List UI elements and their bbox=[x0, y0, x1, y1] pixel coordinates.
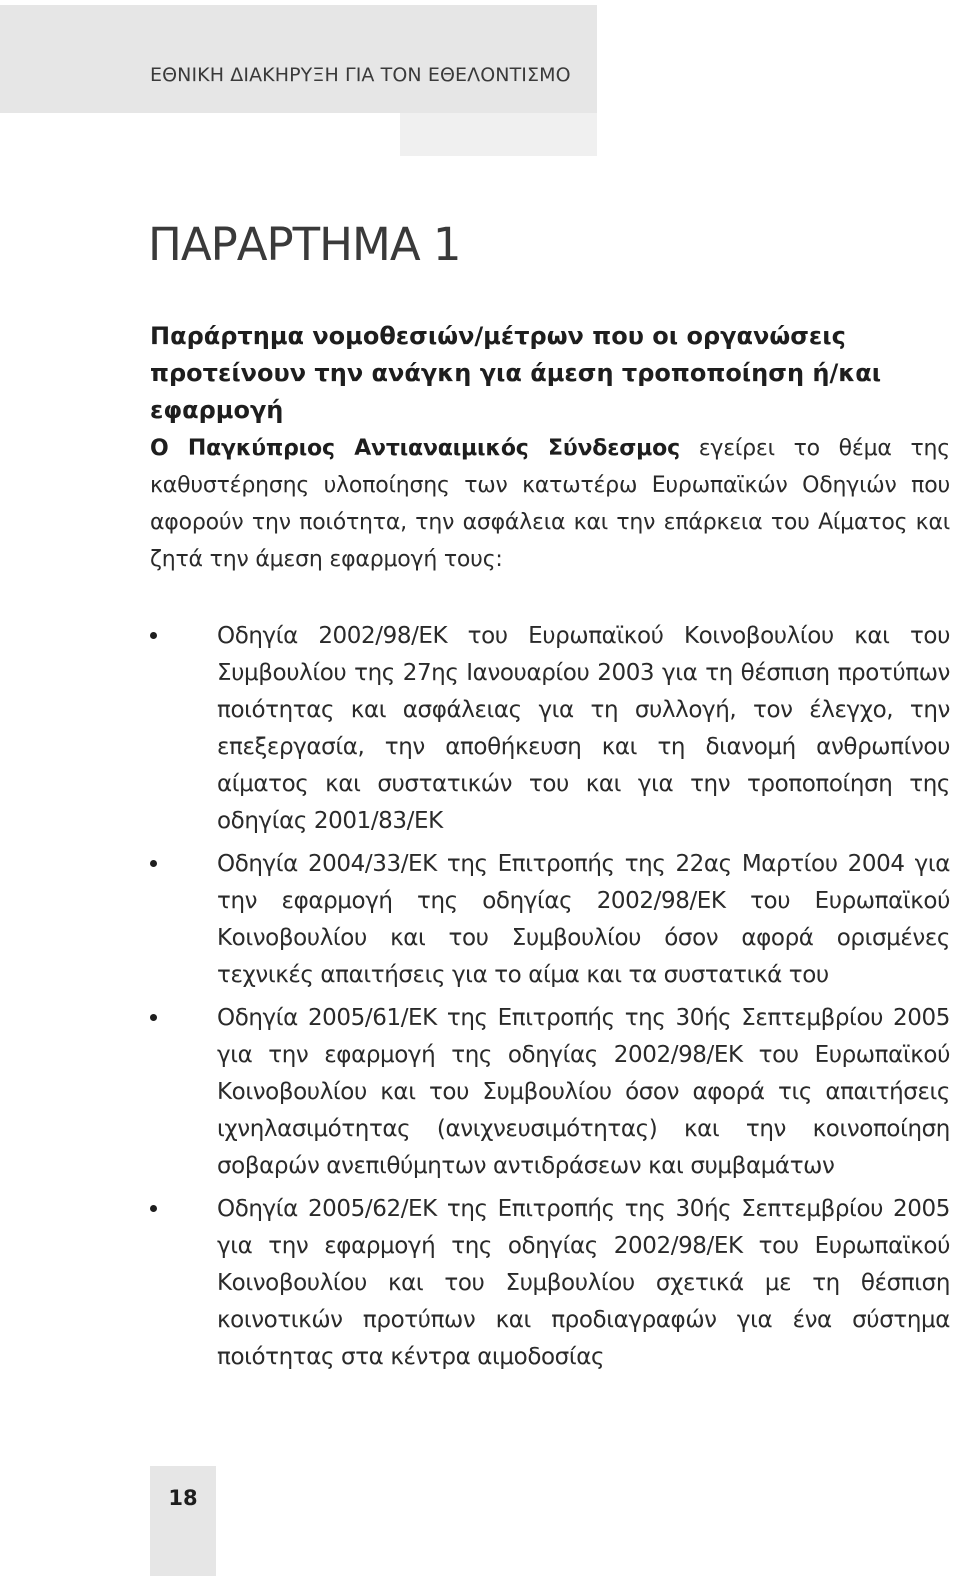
bullet-icon bbox=[150, 860, 157, 867]
list-item bbox=[150, 618, 950, 840]
bullet-icon bbox=[150, 1205, 157, 1212]
page-number-tab bbox=[150, 1466, 216, 1576]
directives-list bbox=[150, 618, 950, 1382]
header-band bbox=[0, 5, 597, 113]
directive-text: Οδηγία 2004/33/ΕΚ της Επιτροπής της 22ας Μαρτίου 2004 για την εφαρμογή της οδηγίας 2002/98/ΕΚ του Ευρωπαϊκού Κοινοβουλίου και του Συμβουλίου όσον αφορά ορισμένες τεχνικές απαιτήσεις για το αίμα και τα συστατικά του bbox=[217, 851, 950, 988]
intro-paragraph bbox=[150, 430, 950, 578]
section-subtitle: Παράρτημα νομοθεσιών/μέτρων που οι οργανώσεις προτείνουν την ανάγκη για άμεση τροποποίηση ή/και εφαρμογή bbox=[150, 322, 882, 424]
directive-text: Οδηγία 2005/62/ΕΚ της Επιτροπής της 30ής Σεπτεμβρίου 2005 για την εφαρμογή της οδηγίας 2002/98/ΕΚ του Ευρωπαϊκού Κοινοβουλίου και του Συμβουλίου σχετικά με τη θέσπιση κοινοτικών προτύπων και προδιαγραφών για ένα σύστημα ποιότητας στα κέντρα αιμοδοσίας bbox=[217, 1196, 950, 1370]
running-header: ΕΘΝΙΚΗ ΔΙΑΚΗΡΥΞΗ ΓΙΑ ΤΟΝ ΕΘΕΛΟΝΤΙΣΜΟ bbox=[150, 64, 571, 86]
bullet-icon bbox=[150, 632, 157, 639]
list-item bbox=[150, 1000, 950, 1185]
page-number: 18 bbox=[168, 1486, 198, 1510]
list-item bbox=[150, 1191, 950, 1376]
directive-text: Οδηγία 2005/61/ΕΚ της Επιτροπής της 30ής Σεπτεμβρίου 2005 για την εφαρμογή της οδηγίας 2002/98/ΕΚ του Ευρωπαϊκού Κοινοβουλίου και του Συμβουλίου όσον αφορά τις απαιτήσεις ιχνηλασιμότητας (ανιχνευσιμότητας) και την κοινοποίηση σοβαρών ανεπιθύμητων αντιδράσεων και συμβαμάτων bbox=[217, 1005, 950, 1179]
header-fold-decoration bbox=[400, 113, 597, 156]
list-item bbox=[150, 846, 950, 994]
page-title: ΠΑΡΑΡΤΗΜΑ 1 bbox=[148, 218, 461, 271]
directive-text: Οδηγία 2002/98/ΕΚ του Ευρωπαϊκού Κοινοβουλίου και του Συμβουλίου της 27ης Ιανουαρίου 2003 για τη θέσπιση προτύπων ποιότητας και ασφάλειας για τη συλλογή, τον έλεγχο, την επεξεργασία, την αποθήκευση και τη διανομή ανθρωπίνου αίματος και συστατικών του και για την τροποποίηση της οδηγίας 2001/83/ΕΚ bbox=[217, 623, 950, 834]
intro-text: εγείρει το θέμα της καθυστέρησης υλοποίησης των κατωτέρω Ευρωπαϊκών Οδηγιών που αφορούν την ποιότητα, την ασφάλεια και την επάρκεια του Αίματος και ζητά την άμεση εφαρμογή τους: bbox=[150, 436, 950, 572]
bullet-icon bbox=[150, 1014, 157, 1021]
organization-name: Ο Παγκύπριος Αντιαναιμικός Σύνδεσμος bbox=[150, 436, 680, 461]
